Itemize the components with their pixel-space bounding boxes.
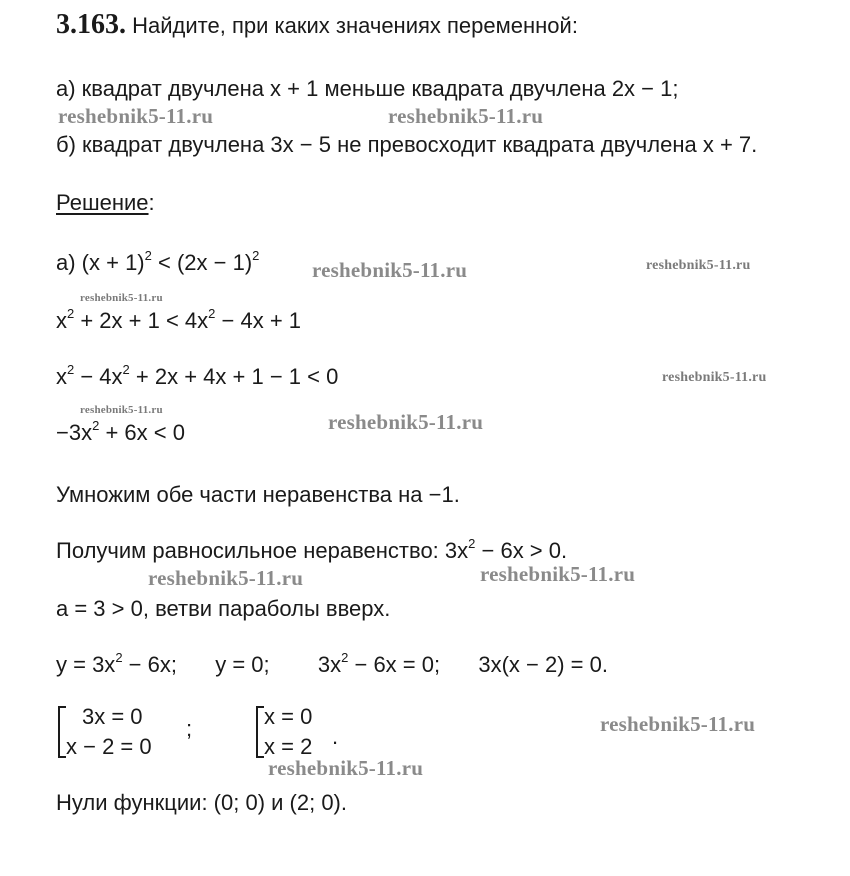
watermark: reshebnik5-11.ru bbox=[148, 566, 304, 590]
watermark: reshebnik5-11.ru bbox=[662, 370, 767, 385]
watermark: reshebnik5-11.ru bbox=[646, 258, 751, 273]
system-2-row: x = 2 bbox=[264, 734, 313, 759]
exponent: 2 bbox=[468, 535, 476, 551]
watermark: reshebnik5-11.ru bbox=[480, 562, 636, 586]
watermark: reshebnik5-11.ru bbox=[388, 104, 544, 128]
multiply-text: Умножим обе части неравенства на −1. bbox=[56, 482, 460, 507]
function-zeros: Нули функции: (0; 0) и (2; 0). bbox=[56, 790, 347, 815]
exponent: 2 bbox=[67, 361, 75, 377]
watermark: reshebnik5-11.ru bbox=[268, 756, 424, 780]
equiv-prefix: Получим равносильное неравенство: 3x bbox=[56, 538, 469, 563]
step-a-inequality bbox=[56, 247, 260, 276]
s3-t2: + 6x < 0 bbox=[99, 420, 185, 445]
heading-colon: : bbox=[148, 190, 155, 215]
exponent: 2 bbox=[252, 247, 260, 263]
eq-y0: y = 0; bbox=[215, 652, 270, 677]
watermark: reshebnik5-11.ru bbox=[312, 258, 468, 282]
dot: . bbox=[332, 724, 339, 749]
s1-t3: − 4x + 1 bbox=[215, 308, 302, 333]
s1-t2: + 2x + 1 < 4x bbox=[74, 308, 209, 333]
equivalent-inequality bbox=[56, 535, 568, 564]
system-1-row: 3x = 0 bbox=[82, 704, 143, 729]
eq-zero-suffix: − 6x = 0; bbox=[348, 652, 441, 677]
equiv-suffix: − 6x > 0. bbox=[475, 538, 568, 563]
exponent: 2 bbox=[92, 417, 100, 433]
exponent: 2 bbox=[67, 305, 75, 321]
step-3 bbox=[56, 417, 185, 446]
solution-heading-text: Решение bbox=[56, 190, 149, 215]
s2-t3: + 2x + 4x + 1 − 1 < 0 bbox=[129, 364, 339, 389]
system-1-row: x − 2 = 0 bbox=[66, 734, 152, 759]
system-bracket bbox=[58, 706, 66, 758]
eq-y-suffix: − 6x; bbox=[122, 652, 177, 677]
a-mid: < (2x − 1) bbox=[151, 250, 253, 275]
eq-factored: 3x(x − 2) = 0. bbox=[478, 652, 608, 677]
watermark: reshebnik5-11.ru bbox=[328, 410, 484, 434]
problem-title bbox=[56, 9, 578, 40]
exponent: 2 bbox=[115, 649, 123, 665]
watermark: reshebnik5-11.ru bbox=[80, 404, 163, 416]
solution-heading bbox=[56, 190, 155, 216]
s2-t1: x bbox=[56, 364, 67, 389]
problem-number: 3.163. bbox=[56, 9, 126, 40]
watermark: reshebnik5-11.ru bbox=[600, 712, 756, 736]
a-prefix: а) (x + 1) bbox=[56, 250, 145, 275]
s3-t1: −3x bbox=[56, 420, 93, 445]
exponent: 2 bbox=[122, 361, 130, 377]
eq-y: y = 3x bbox=[56, 652, 116, 677]
s1-t1: x bbox=[56, 308, 67, 333]
semicolon: ; bbox=[186, 716, 193, 741]
problem-part-a: а) квадрат двучлена x + 1 меньше квадрата двучлена 2x − 1; bbox=[56, 76, 679, 101]
exponent: 2 bbox=[144, 247, 152, 263]
step-1 bbox=[56, 305, 302, 334]
system-2 bbox=[256, 704, 376, 764]
branches-text: a = 3 > 0, ветви параболы вверх. bbox=[56, 596, 391, 621]
equations-line bbox=[56, 649, 608, 678]
exponent: 2 bbox=[341, 649, 349, 665]
system-bracket bbox=[256, 706, 264, 758]
eq-zero: 3x bbox=[317, 652, 342, 677]
watermark: reshebnik5-11.ru bbox=[58, 104, 214, 128]
system-2-row: x = 0 bbox=[264, 704, 313, 729]
problem-statement: Найдите, при каких значениях переменной: bbox=[132, 13, 578, 38]
s2-t2: − 4x bbox=[74, 364, 123, 389]
problem-part-b: б) квадрат двучлена 3x − 5 не превосходит квадрата двучлена x + 7. bbox=[56, 132, 758, 157]
step-2 bbox=[56, 361, 339, 390]
watermark: reshebnik5-11.ru bbox=[80, 292, 163, 304]
exponent: 2 bbox=[208, 305, 216, 321]
